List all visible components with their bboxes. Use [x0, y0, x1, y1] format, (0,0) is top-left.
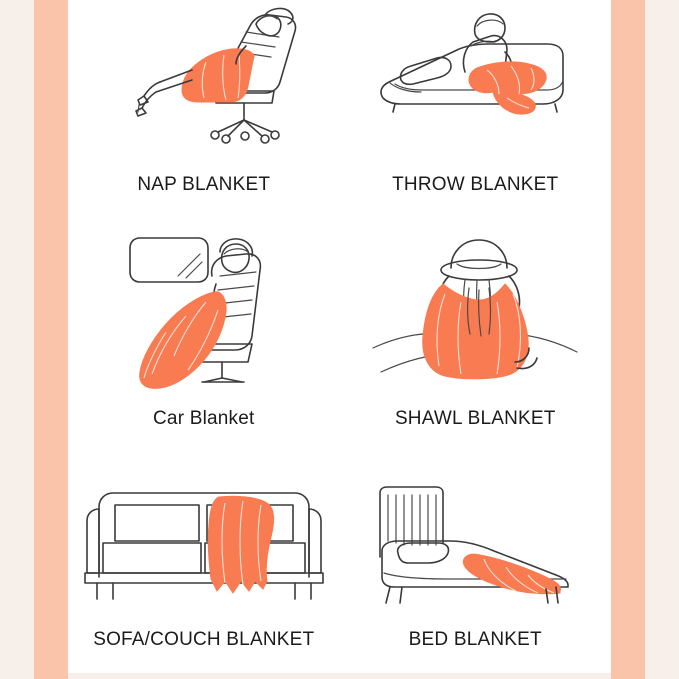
blanket-type-label: BED BLANKET — [408, 628, 542, 650]
sofa-icon — [68, 471, 340, 621]
outer-right-margin — [645, 0, 679, 679]
right-peach-band — [611, 0, 645, 679]
infographic-card — [68, 0, 611, 673]
blanket-type-label: THROW BLANKET — [392, 174, 559, 195]
blanket-type-car-blanket — [68, 224, 340, 448]
blanket-type-label: SHAWL BLANKET — [394, 408, 556, 430]
blanket-type-bed-blanket — [340, 449, 612, 673]
blanket-type-grid — [68, 0, 611, 673]
blanket-type-label: NAP BLANKET — [137, 174, 271, 195]
blanket-type-label: SOFA/COUCH BLANKET — [93, 628, 315, 650]
blanket-type-label: Car Blanket — [153, 408, 255, 430]
blanket-type-sofa-couch-blanket — [68, 449, 340, 673]
outer-left-margin — [0, 0, 34, 679]
bed-icon — [340, 471, 612, 621]
left-peach-band — [34, 0, 68, 679]
person-wearing-shawl-icon — [340, 242, 612, 392]
person-reclining-office-chair-icon — [68, 6, 340, 156]
blanket-type-throw-blanket — [340, 0, 612, 224]
blanket-type-shawl-blanket — [340, 224, 612, 448]
person-in-car-seat-icon — [68, 242, 340, 392]
blanket-type-nap-blanket — [68, 0, 340, 224]
person-sitting-on-bed-icon — [340, 6, 612, 156]
